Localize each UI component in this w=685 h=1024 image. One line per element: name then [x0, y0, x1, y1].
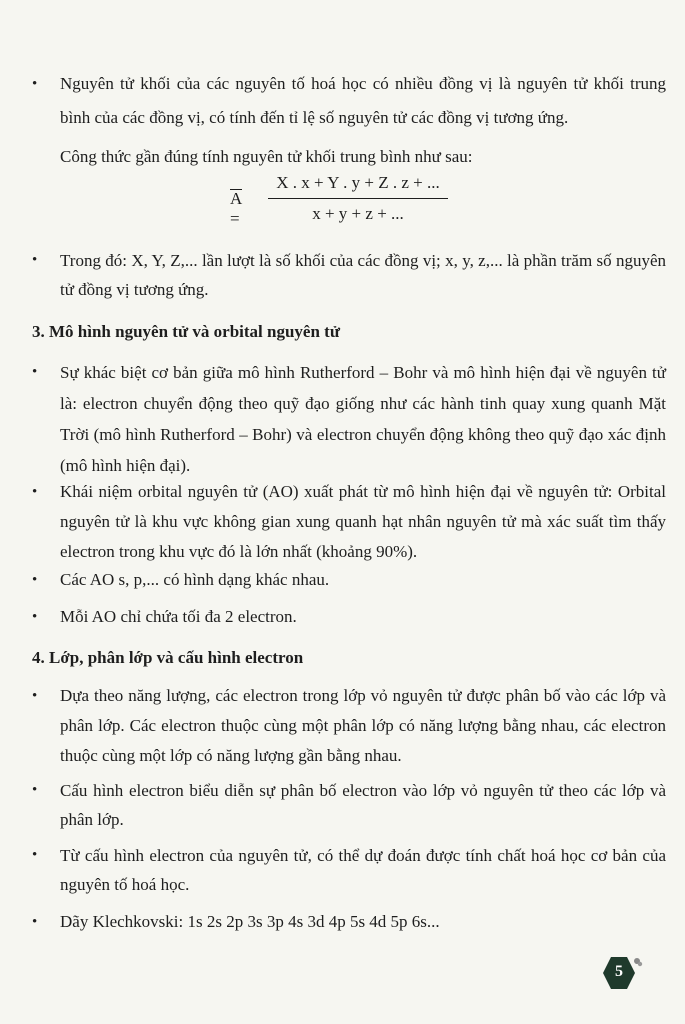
bullet-icon: •	[32, 484, 38, 500]
formula-numerator: X . x + Y . y + Z . z + ...	[268, 172, 448, 199]
bullet-text: Trong đó: X, Y, Z,... lần lượt là số khối của các đồng vị; x, y, z,... là phần trăm số nguyên tử đồng vị tương ứng.	[60, 251, 666, 299]
formula-denominator: x + y + z + ...	[312, 204, 404, 223]
bullet-icon: •	[32, 252, 38, 268]
bullet-item	[32, 565, 666, 595]
formula-lhs: A	[230, 189, 243, 208]
bullet-text: Các AO s, p,... có hình dạng khác nhau.	[60, 570, 330, 589]
bullet-icon: •	[32, 572, 38, 588]
bullet-item	[32, 776, 666, 834]
bullet-text: Mỗi AO chỉ chứa tối đa 2 electron.	[60, 607, 297, 626]
bullet-item	[32, 67, 666, 135]
formula-eq: =	[230, 209, 240, 228]
bullet-item	[32, 681, 666, 771]
section-heading: 4. Lớp, phân lớp và cấu hình electron	[32, 648, 304, 667]
bullet-text: Nguyên tử khối của các nguyên tố hoá học có nhiều đồng vị là nguyên tử khối trung bình của các đồng vị, có tính đến tỉ lệ số nguyên tử các đồng vị tương ứng.	[60, 74, 666, 127]
bullet-icon: •	[32, 782, 38, 798]
bullet-icon: •	[32, 688, 38, 704]
bullet-text: Dựa theo năng lượng, các electron trong lớp vỏ nguyên tử được phân bố vào các lớp và phân lớp. Các electron thuộc cùng một phân lớp có năng lượng bằng nhau, các electron thuộc cùng một lớp có năng lượng gần bằng nhau.	[60, 686, 666, 765]
bullet-icon: •	[32, 609, 38, 625]
bullet-item	[32, 907, 666, 937]
bullet-item	[32, 477, 666, 567]
bullet-icon: •	[32, 914, 38, 930]
bullet-item	[32, 602, 666, 632]
bullet-icon: •	[32, 364, 38, 380]
bullet-text: Khái niệm orbital nguyên tử (AO) xuất phát từ mô hình hiện đại về nguyên tử: Orbital nguyên tử là khu vực không gian xung quanh hạt nhân nguyên tử mà xác suất tìm thấy electron trong khu vực đó là lớn nhất (khoảng 90%).	[60, 482, 666, 561]
bullet-text: Từ cấu hình electron của nguyên tử, có thể dự đoán được tính chất hoá học cơ bản của nguyên tố hoá học.	[60, 846, 666, 894]
bullet-item	[32, 357, 666, 481]
bullet-item	[32, 246, 666, 304]
bullet-item	[32, 841, 666, 899]
bullet-text: Dãy Klechkovski: 1s 2s 2p 3s 3p 4s 3d 4p 5s 4d 5p 6s...	[60, 912, 440, 931]
formula-intro: Công thức gần đúng tính nguyên tử khối trung bình như sau:	[60, 147, 473, 166]
bullet-icon: •	[32, 76, 38, 92]
section-heading: 3. Mô hình nguyên tử và orbital nguyên tử	[32, 322, 341, 341]
bullet-icon: •	[32, 847, 38, 863]
page-number: 5	[615, 963, 623, 980]
bullet-text: Sự khác biệt cơ bản giữa mô hình Rutherford – Bohr và mô hình hiện đại về nguyên tử là: electron chuyển động theo quỹ đạo giống như các hành tinh quay xung quanh Mặt Trời (mô hình Rutherford – Bohr) và electron chuyển động không theo quỹ đạo xác định (mô hình hiện đại).	[60, 363, 666, 475]
page-number-badge	[603, 956, 635, 990]
bullet-text: Cấu hình electron biểu diễn sự phân bố electron vào lớp vỏ nguyên tử theo các lớp và phân lớp.	[60, 781, 666, 829]
